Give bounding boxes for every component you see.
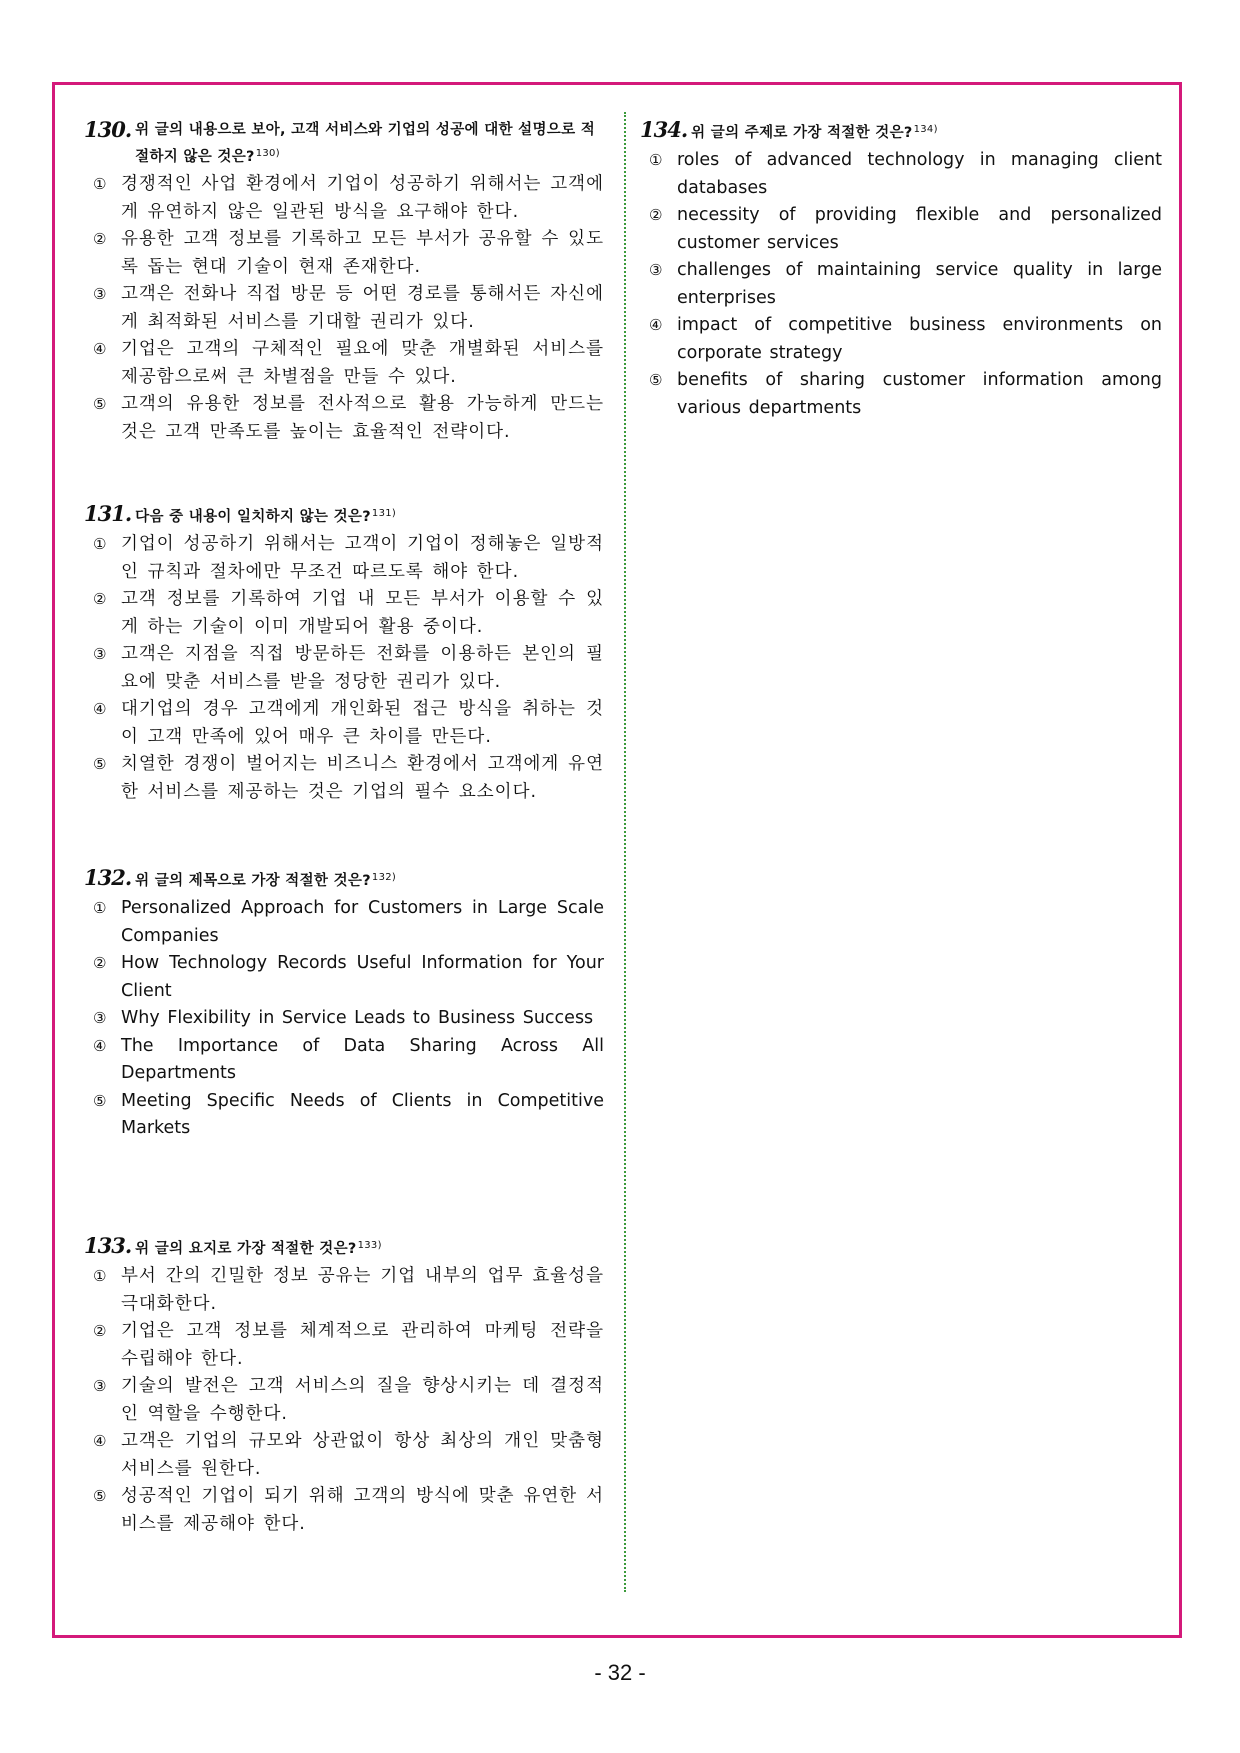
answer-option[interactable] <box>640 202 1162 257</box>
option-number: ① <box>93 535 107 553</box>
answer-option[interactable] <box>84 531 604 586</box>
option-text: 고객의 유용한 정보를 전사적으로 활용 가능하게 만드는 것은 고객 만족도를 높이는 효율적인 전략이다. <box>121 394 604 442</box>
option-number: ② <box>93 1322 107 1340</box>
option-number: ④ <box>93 1432 107 1450</box>
answer-options <box>84 1263 604 1538</box>
answer-option[interactable] <box>84 1033 604 1088</box>
answer-option[interactable] <box>640 312 1162 367</box>
answer-option[interactable] <box>84 171 604 226</box>
option-text: Personalized Approach for Customers in Large Scale Companies <box>121 898 604 946</box>
question-number: 132. <box>84 865 132 890</box>
footnote-marker: 133) <box>357 1240 382 1251</box>
answer-option[interactable] <box>640 367 1162 422</box>
question-prompt: 위 글의 주제로 가장 적절한 것은?$^{134)}$ <box>691 124 938 141</box>
question-prompt: 위 글의 요지로 가장 적절한 것은?$^{133)}$ <box>135 1240 382 1257</box>
option-text: 고객 정보를 기록하여 기업 내 모든 부서가 이용할 수 있게 하는 기술이 이미 개발되어 활용 중이다. <box>121 589 604 637</box>
option-number: ④ <box>649 316 663 334</box>
option-text: 기업이 성공하기 위해서는 고객이 기업이 정해놓은 일방적인 규칙과 절차에만 무조건 따르도록 해야 한다. <box>121 534 604 582</box>
option-number: ② <box>649 206 663 224</box>
option-text: 기업은 고객의 구체적인 필요에 맞춘 개별화된 서비스를 제공함으로써 큰 차별점을 만들 수 있다. <box>121 339 604 387</box>
option-text: 경쟁적인 사업 환경에서 기업이 성공하기 위해서는 고객에게 유연하지 않은 일관된 방식을 요구해야 한다. <box>121 174 604 222</box>
answer-option[interactable] <box>84 1005 604 1033</box>
option-text: Meeting Specific Needs of Clients in Competitive Markets <box>121 1090 604 1138</box>
question-header <box>84 866 604 893</box>
question-132 <box>84 866 604 1143</box>
footnote-marker: 130) <box>255 148 280 159</box>
answer-option[interactable] <box>84 950 604 1005</box>
option-text: roles of advanced technology in managing client databases <box>677 150 1162 198</box>
answer-option[interactable] <box>84 336 604 391</box>
option-number: ④ <box>93 340 107 358</box>
answer-option[interactable] <box>84 226 604 281</box>
answer-options <box>640 147 1162 422</box>
answer-option[interactable] <box>84 586 604 641</box>
option-text: 기술의 발전은 고객 서비스의 질을 향상시키는 데 결정적인 역할을 수행한다. <box>121 1376 604 1424</box>
option-text: benefits of sharing customer information among various departments <box>677 370 1162 418</box>
question-prompt: 위 글의 내용으로 보아, 고객 서비스와 기업의 성공에 대한 설명으로 적절하지 않은 것은?$^{130)}$ <box>135 122 596 165</box>
question-prompt: 다음 중 내용이 일치하지 않는 것은?$^{131)}$ <box>135 508 397 525</box>
answer-option[interactable] <box>84 696 604 751</box>
option-text: 고객은 기업의 규모와 상관없이 항상 최상의 개인 맞춤형 서비스를 원한다. <box>121 1431 604 1479</box>
option-text: The Importance of Data Sharing Across All Departments <box>121 1035 604 1083</box>
footnote-marker: 134) <box>913 124 938 135</box>
answer-option[interactable] <box>84 1263 604 1318</box>
option-number: ③ <box>93 285 107 303</box>
footnote-marker: 131) <box>371 508 397 519</box>
page-number: - 32 - <box>594 1660 646 1685</box>
answer-option[interactable] <box>84 1088 604 1143</box>
option-text: 치열한 경쟁이 벌어지는 비즈니스 환경에서 고객에게 유연한 서비스를 제공하는 것은 기업의 필수 요소이다. <box>121 754 604 802</box>
question-header <box>84 118 604 169</box>
answer-options <box>84 531 604 806</box>
answer-option[interactable] <box>640 257 1162 312</box>
footnote-marker: 132) <box>371 872 397 883</box>
option-text: Why Flexibility in Service Leads to Business Success <box>121 1008 594 1028</box>
option-number: ③ <box>649 261 663 279</box>
option-number: ④ <box>93 700 107 718</box>
question-number: 134. <box>640 117 688 142</box>
answer-option[interactable] <box>84 391 604 446</box>
option-number: ⑤ <box>93 1091 107 1110</box>
question-prompt: 위 글의 제목으로 가장 적절한 것은?$^{132)}$ <box>135 872 397 889</box>
option-text: 고객은 지점을 직접 방문하든 전화를 이용하든 본인의 필요에 맞춘 서비스를 받을 정당한 권리가 있다. <box>121 644 604 692</box>
option-number: ② <box>93 230 107 248</box>
option-number: ⑤ <box>93 1487 107 1505</box>
answer-option[interactable] <box>84 641 604 696</box>
question-number: 133. <box>84 1233 132 1258</box>
option-text: 유용한 고객 정보를 기록하고 모든 부서가 공유할 수 있도록 돕는 현대 기술이 현재 존재한다. <box>121 229 604 277</box>
option-text: necessity of providing flexible and personalized customer services <box>677 205 1162 253</box>
answer-option[interactable] <box>84 1373 604 1428</box>
option-number: ③ <box>93 645 107 663</box>
option-text: challenges of maintaining service quality in large enterprises <box>677 260 1162 308</box>
question-header <box>84 502 604 529</box>
option-text: 기업은 고객 정보를 체계적으로 관리하여 마케팅 전략을 수립해야 한다. <box>121 1321 604 1369</box>
option-number: ③ <box>93 1009 107 1027</box>
option-text: How Technology Records Useful Information for Your Client <box>121 953 604 1001</box>
question-130 <box>84 118 604 446</box>
option-number: ③ <box>93 1377 107 1395</box>
answer-options <box>84 895 604 1143</box>
option-text: impact of competitive business environments on corporate strategy <box>677 315 1162 363</box>
answer-options <box>84 171 604 446</box>
question-header <box>84 1234 604 1261</box>
option-number: ⑤ <box>93 755 107 773</box>
option-number: ① <box>93 175 107 193</box>
right-column <box>640 118 1162 422</box>
question-131 <box>84 502 604 806</box>
option-number: ② <box>93 954 107 972</box>
option-number: ④ <box>93 1036 107 1055</box>
question-134 <box>640 118 1162 422</box>
question-header <box>640 118 1162 145</box>
option-number: ① <box>93 899 107 917</box>
option-text: 대기업의 경우 고객에게 개인화된 접근 방식을 취하는 것이 고객 만족에 있어 매우 큰 차이를 만든다. <box>121 699 604 747</box>
answer-option[interactable] <box>84 1428 604 1483</box>
option-number: ⑤ <box>649 371 663 389</box>
answer-option[interactable] <box>84 751 604 806</box>
answer-option[interactable] <box>84 1318 604 1373</box>
option-number: ⑤ <box>93 395 107 413</box>
option-number: ② <box>93 590 107 608</box>
option-text: 고객은 전화나 직접 방문 등 어떤 경로를 통해서든 자신에게 최적화된 서비스를 기대할 권리가 있다. <box>121 284 604 332</box>
answer-option[interactable] <box>84 1483 604 1538</box>
question-133 <box>84 1234 604 1538</box>
question-number: 131. <box>84 501 132 526</box>
option-text: 부서 간의 긴밀한 정보 공유는 기업 내부의 업무 효율성을 극대화한다. <box>121 1266 604 1314</box>
answer-option[interactable] <box>84 895 604 950</box>
answer-option[interactable] <box>84 281 604 336</box>
column-divider <box>624 112 626 1592</box>
question-number: 130. <box>84 117 132 142</box>
option-text: 성공적인 기업이 되기 위해 고객의 방식에 맞춘 유연한 서비스를 제공해야 한다. <box>121 1486 604 1534</box>
option-number: ① <box>649 151 663 169</box>
answer-option[interactable] <box>640 147 1162 202</box>
option-number: ① <box>93 1267 107 1285</box>
